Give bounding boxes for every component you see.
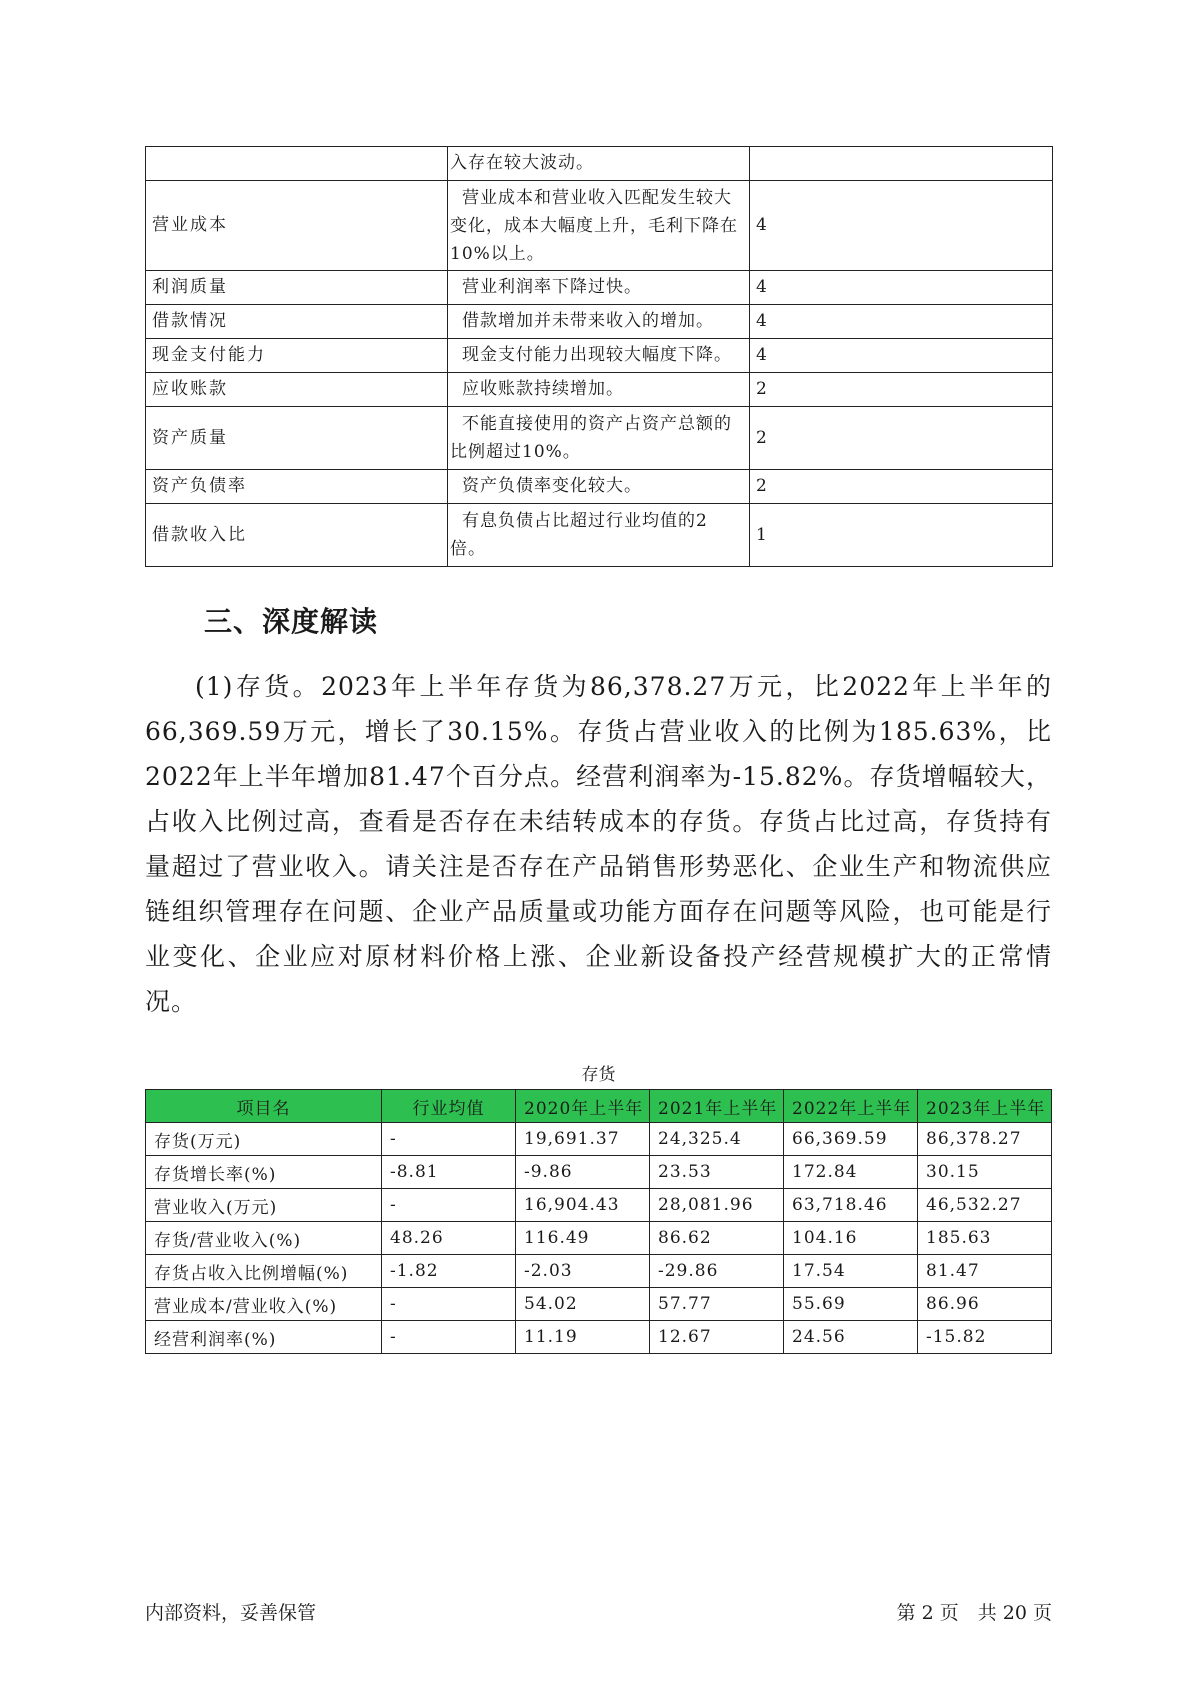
table-header-row: [146, 1090, 1052, 1123]
table-cell: 23.53: [650, 1156, 784, 1189]
risk-item: 资产质量: [146, 407, 448, 470]
table-row: [146, 1189, 1052, 1222]
inventory-table: [145, 1089, 1052, 1354]
table-cell: 30.15: [918, 1156, 1052, 1189]
risk-score: 4: [750, 305, 1053, 339]
column-header: 行业均值: [382, 1090, 516, 1123]
risk-description: 资产负债率变化较大。: [448, 470, 750, 504]
risk-score: 2: [750, 407, 1053, 470]
table-cell: 57.77: [650, 1288, 784, 1321]
table-row: [146, 1321, 1052, 1354]
risk-score: 4: [750, 271, 1053, 305]
table-row: [146, 1222, 1052, 1255]
table-cell: 24.56: [784, 1321, 918, 1354]
risk-description: 不能直接使用的资产占资产总额的比例超过10%。: [448, 407, 750, 470]
risk-description: 营业利润率下降过快。: [448, 271, 750, 305]
table-cell: -2.03: [516, 1255, 650, 1288]
inventory-analysis-paragraph: (1)存货。2023年上半年存货为86,378.27万元，比2022年上半年的66,369.59万元，增长了30.15%。存货占营业收入的比例为185.63%，比2022年上半年增加81.47个百分点。经营利润率为-15.82%。存货增幅较大，占收入比例过高，查看是否存在未结转成本的存货。存货占比过高，存货持有量超过了营业收入。请关注是否存在产品销售形势恶化、企业生产和物流供应链组织管理存在问题、企业产品质量或功能方面存在问题等风险，也可能是行业变化、企业应对原材料价格上涨、企业新设备投产经营规模扩大的正常情况。: [145, 672, 1052, 1016]
row-label: 存货(万元): [146, 1123, 382, 1156]
row-label: 营业收入(万元): [146, 1189, 382, 1222]
table-row: [146, 271, 1053, 305]
column-header: 2023年上半年: [918, 1090, 1052, 1123]
risk-description: 应收账款持续增加。: [448, 373, 750, 407]
table-row: [146, 504, 1053, 567]
risk-item: 借款收入比: [146, 504, 448, 567]
table-cell: 116.49: [516, 1222, 650, 1255]
table-cell: 46,532.27: [918, 1189, 1052, 1222]
footer-page-number: 第 2 页 共 20 页: [896, 1602, 1052, 1624]
table-cell: -29.86: [650, 1255, 784, 1288]
table-cell: -: [382, 1123, 516, 1156]
table-row: [146, 181, 1053, 271]
risk-item: 现金支付能力: [146, 339, 448, 373]
row-label: 经营利润率(%): [146, 1321, 382, 1354]
table-row: [146, 1123, 1052, 1156]
table-cell: -1.82: [382, 1255, 516, 1288]
table-row: [146, 339, 1053, 373]
table-row: [146, 305, 1053, 339]
risk-description: 现金支付能力出现较大幅度下降。: [448, 339, 750, 373]
table-cell: 16,904.43: [516, 1189, 650, 1222]
footer-confidential-note: 内部资料，妥善保管: [145, 1602, 317, 1624]
risk-score: 2: [750, 373, 1053, 407]
table-cell: 172.84: [784, 1156, 918, 1189]
risk-item: 借款情况: [146, 305, 448, 339]
table-cell: -: [382, 1288, 516, 1321]
table-cell: -: [382, 1189, 516, 1222]
risk-item: 资产负债率: [146, 470, 448, 504]
table-cell: 19,691.37: [516, 1123, 650, 1156]
table-cell: 17.54: [784, 1255, 918, 1288]
risk-item: [146, 147, 448, 181]
section-heading: 三、深度解读: [204, 605, 379, 638]
row-label: 营业成本/营业收入(%): [146, 1288, 382, 1321]
risk-score: 2: [750, 470, 1053, 504]
risk-indicator-table: [145, 146, 1053, 567]
table-cell: 48.26: [382, 1222, 516, 1255]
table-row: [146, 1156, 1052, 1189]
row-label: 存货/营业收入(%): [146, 1222, 382, 1255]
row-label: 存货占收入比例增幅(%): [146, 1255, 382, 1288]
table-cell: 66,369.59: [784, 1123, 918, 1156]
table-cell: -: [382, 1321, 516, 1354]
table-cell: 28,081.96: [650, 1189, 784, 1222]
risk-description: 营业成本和营业收入匹配发生较大变化，成本大幅度上升，毛利下降在10%以上。: [448, 181, 750, 271]
table-cell: 86,378.27: [918, 1123, 1052, 1156]
table-cell: -8.81: [382, 1156, 516, 1189]
table-cell: 11.19: [516, 1321, 650, 1354]
table-row: [146, 407, 1053, 470]
table-cell: -15.82: [918, 1321, 1052, 1354]
risk-item: 应收账款: [146, 373, 448, 407]
table-row: [146, 373, 1053, 407]
table-row: [146, 1288, 1052, 1321]
column-header: 2022年上半年: [784, 1090, 918, 1123]
risk-description: 入存在较大波动。: [448, 147, 750, 181]
risk-score: 4: [750, 181, 1053, 271]
table-caption: 存货: [581, 1065, 616, 1085]
table-cell: 55.69: [784, 1288, 918, 1321]
table-row: [146, 470, 1053, 504]
table-cell: 24,325.4: [650, 1123, 784, 1156]
table-cell: 54.02: [516, 1288, 650, 1321]
table-cell: -9.86: [516, 1156, 650, 1189]
column-header: 2020年上半年: [516, 1090, 650, 1123]
table-cell: 63,718.46: [784, 1189, 918, 1222]
table-cell: 185.63: [918, 1222, 1052, 1255]
table-cell: 86.62: [650, 1222, 784, 1255]
table-cell: 12.67: [650, 1321, 784, 1354]
risk-description: 有息负债占比超过行业均值的2倍。: [448, 504, 750, 567]
column-header: 2021年上半年: [650, 1090, 784, 1123]
risk-score: [750, 147, 1053, 181]
row-label: 存货增长率(%): [146, 1156, 382, 1189]
risk-score: 4: [750, 339, 1053, 373]
risk-score: 1: [750, 504, 1053, 567]
table-cell: 86.96: [918, 1288, 1052, 1321]
table-row: [146, 147, 1053, 181]
risk-description: 借款增加并未带来收入的增加。: [448, 305, 750, 339]
risk-item: 利润质量: [146, 271, 448, 305]
table-cell: 104.16: [784, 1222, 918, 1255]
table-row: [146, 1255, 1052, 1288]
column-header: 项目名: [146, 1090, 382, 1123]
table-cell: 81.47: [918, 1255, 1052, 1288]
risk-item: 营业成本: [146, 181, 448, 271]
